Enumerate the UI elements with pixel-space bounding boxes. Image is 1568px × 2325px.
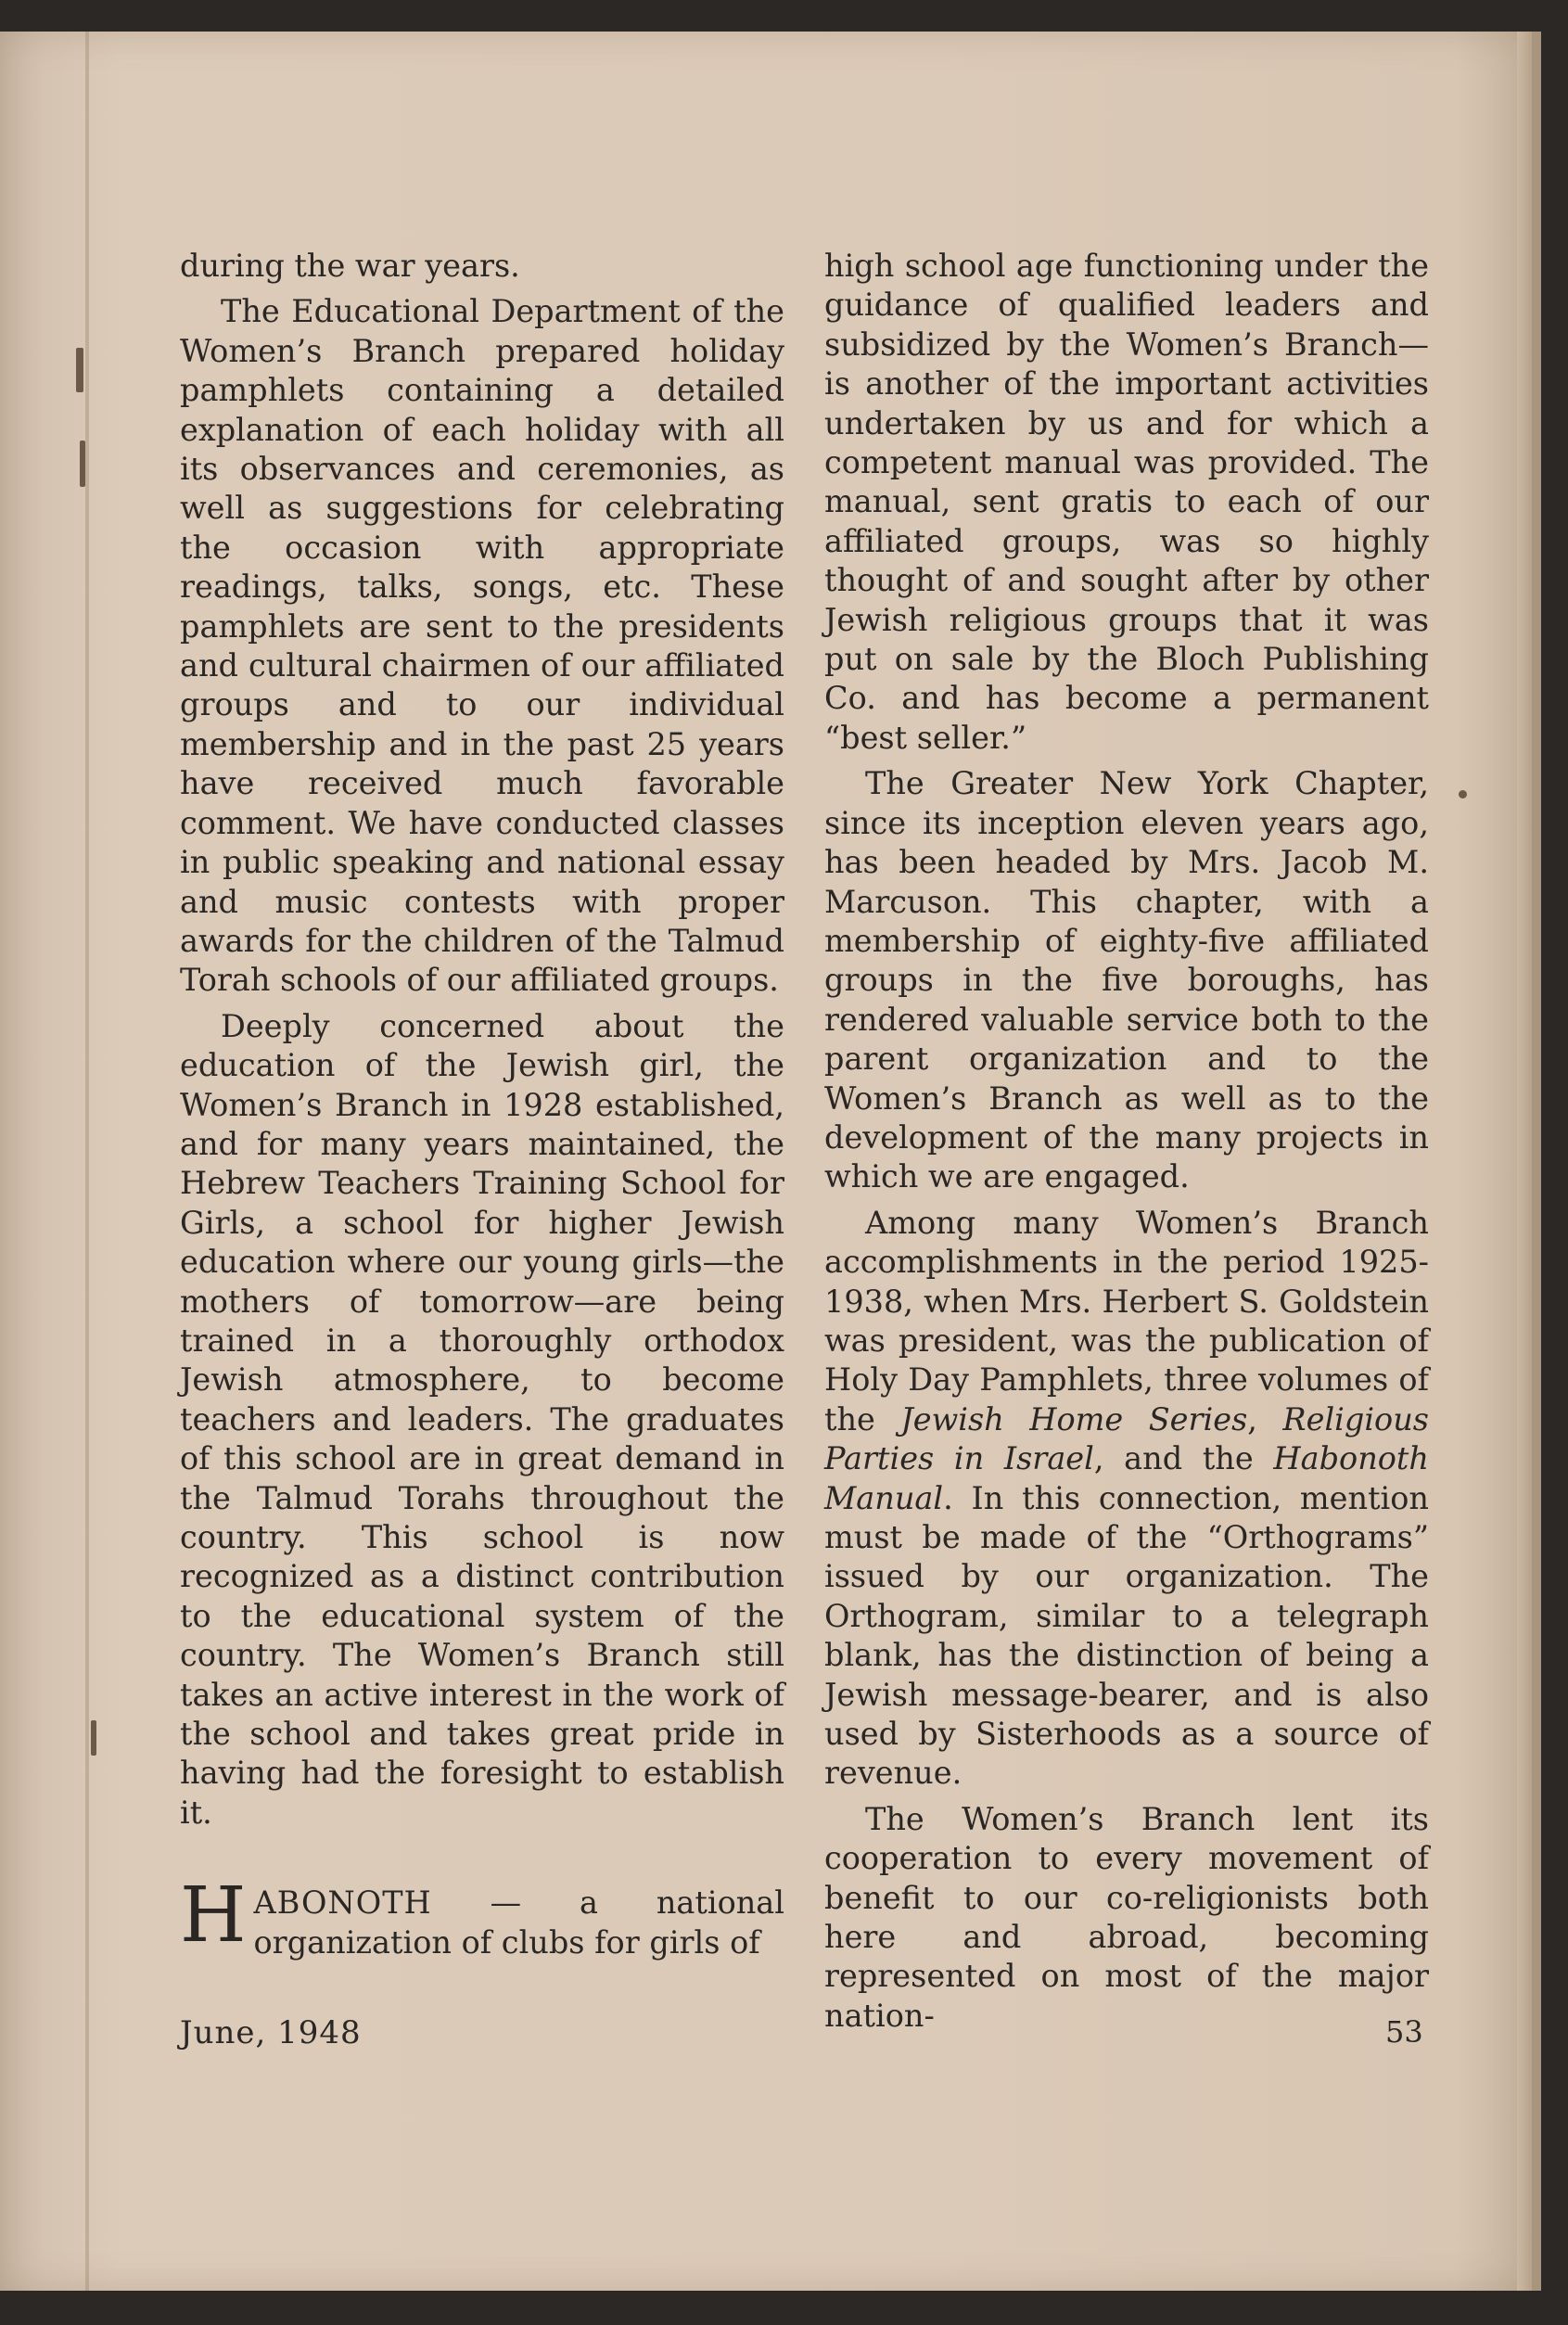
margin-mark xyxy=(76,348,83,392)
page-edge xyxy=(1517,32,1532,2291)
margin-mark xyxy=(1459,790,1467,798)
right-column xyxy=(824,247,1429,2042)
section-head: ABONOTH xyxy=(253,1884,432,1922)
paragraph: Deeply concerned about the education of the Jewish girl, the Women’s Branch in 1928 established, and for many years maintained, the Hebrew Teachers Training School for Girls, a school for higher Jewish education where our young girls—the mothers of tomorrow—are being trained in a thoroughly orthodox Jewish atmosphere, to become teachers and leaders. The graduates of this school are in great demand in the Talmud Torahs throughout the country. This school is now recognized as a distinct contribution to the educational system of the country. The Women’s Branch still takes an active interest in the work of the school and takes great pride in having had the foresight to establish it. xyxy=(180,1007,784,1831)
paragraph: The Women’s Branch lent its cooperation to every movement of benefit to our co-religionists both here and abroad, becoming represented on most of the major nation- xyxy=(824,1800,1429,2034)
paragraph: The Educational Department of the Women’s Branch prepared holiday pamphlets containing a detailed explanation of each holiday with all its observances and ceremonies, as well as suggestions for celebrating the occasion with appropriate readings, talks, songs, etc. These pamphlets are sent to the presidents and cultural chairmen of our affiliated groups and to our individual membership and in the past 25 years have received much favorable comment. We have conducted classes in public speaking and national essay and music contests with proper awards for the children of the Talmud Torah schools of our affiliated groups. xyxy=(180,293,784,999)
drop-cap: H xyxy=(180,1871,247,1961)
page-fold xyxy=(85,32,89,2291)
issue-date: June, 1948 xyxy=(180,2014,362,2051)
paragraph-text: — a national organization of clubs for girls of xyxy=(253,1884,784,1961)
habonoth-paragraph xyxy=(180,1871,784,1962)
margin-mark xyxy=(80,441,85,487)
text-run: . In this connection, mention must be made of the “Orthograms” issued by our organization. The Orthogram, similar to a telegraph blank, has the distinction of being a Jewish message-bearer, and is also used by Sisterhoods as a source of revenue. xyxy=(824,1479,1429,1792)
italic-title: Jewish Home Series xyxy=(900,1400,1248,1437)
text-run: , and the xyxy=(1093,1440,1274,1477)
italic-title: Habonoth Manual xyxy=(824,1440,1429,1516)
text-run: , xyxy=(1247,1400,1283,1437)
paragraph: high school age functioning under the guidance of qualified leaders and subsidized by the Women’s Branch—is another of the important activities undertaken by us and for which a competent manual was provided. The manual, sent gratis to each of our affiliated groups, was so highly thought of and sought after by other Jewish religious groups that it was put on sale by the Bloch Publishing Co. and has become a permanent “best seller.” xyxy=(824,248,1429,756)
paragraph: The Greater New York Chapter, since its inception eleven years ago, has been headed by Mrs. Jacob M. Marcuson. This chapter, with a membership of eighty-five affiliated groups in the five boroughs, has rendered valuable service both to the parent organization and to the Women’s Branch as well as to the development of the many projects in which we are engaged. xyxy=(824,765,1429,1195)
italic-title: Religious Parties in Israel xyxy=(824,1400,1429,1477)
paragraph xyxy=(824,1204,1429,1794)
page-number: 53 xyxy=(1385,2014,1423,2050)
text-run: Among many Women’s Branch accomplishments in the period 1925-1938, when Mrs. Herbert S. Goldstein was president, was the publication of Holy Day Pamphlets, three volumes of the xyxy=(824,1204,1429,1437)
left-column xyxy=(180,247,784,1969)
margin-mark xyxy=(91,1720,96,1756)
paragraph: during the war years. xyxy=(180,248,520,284)
